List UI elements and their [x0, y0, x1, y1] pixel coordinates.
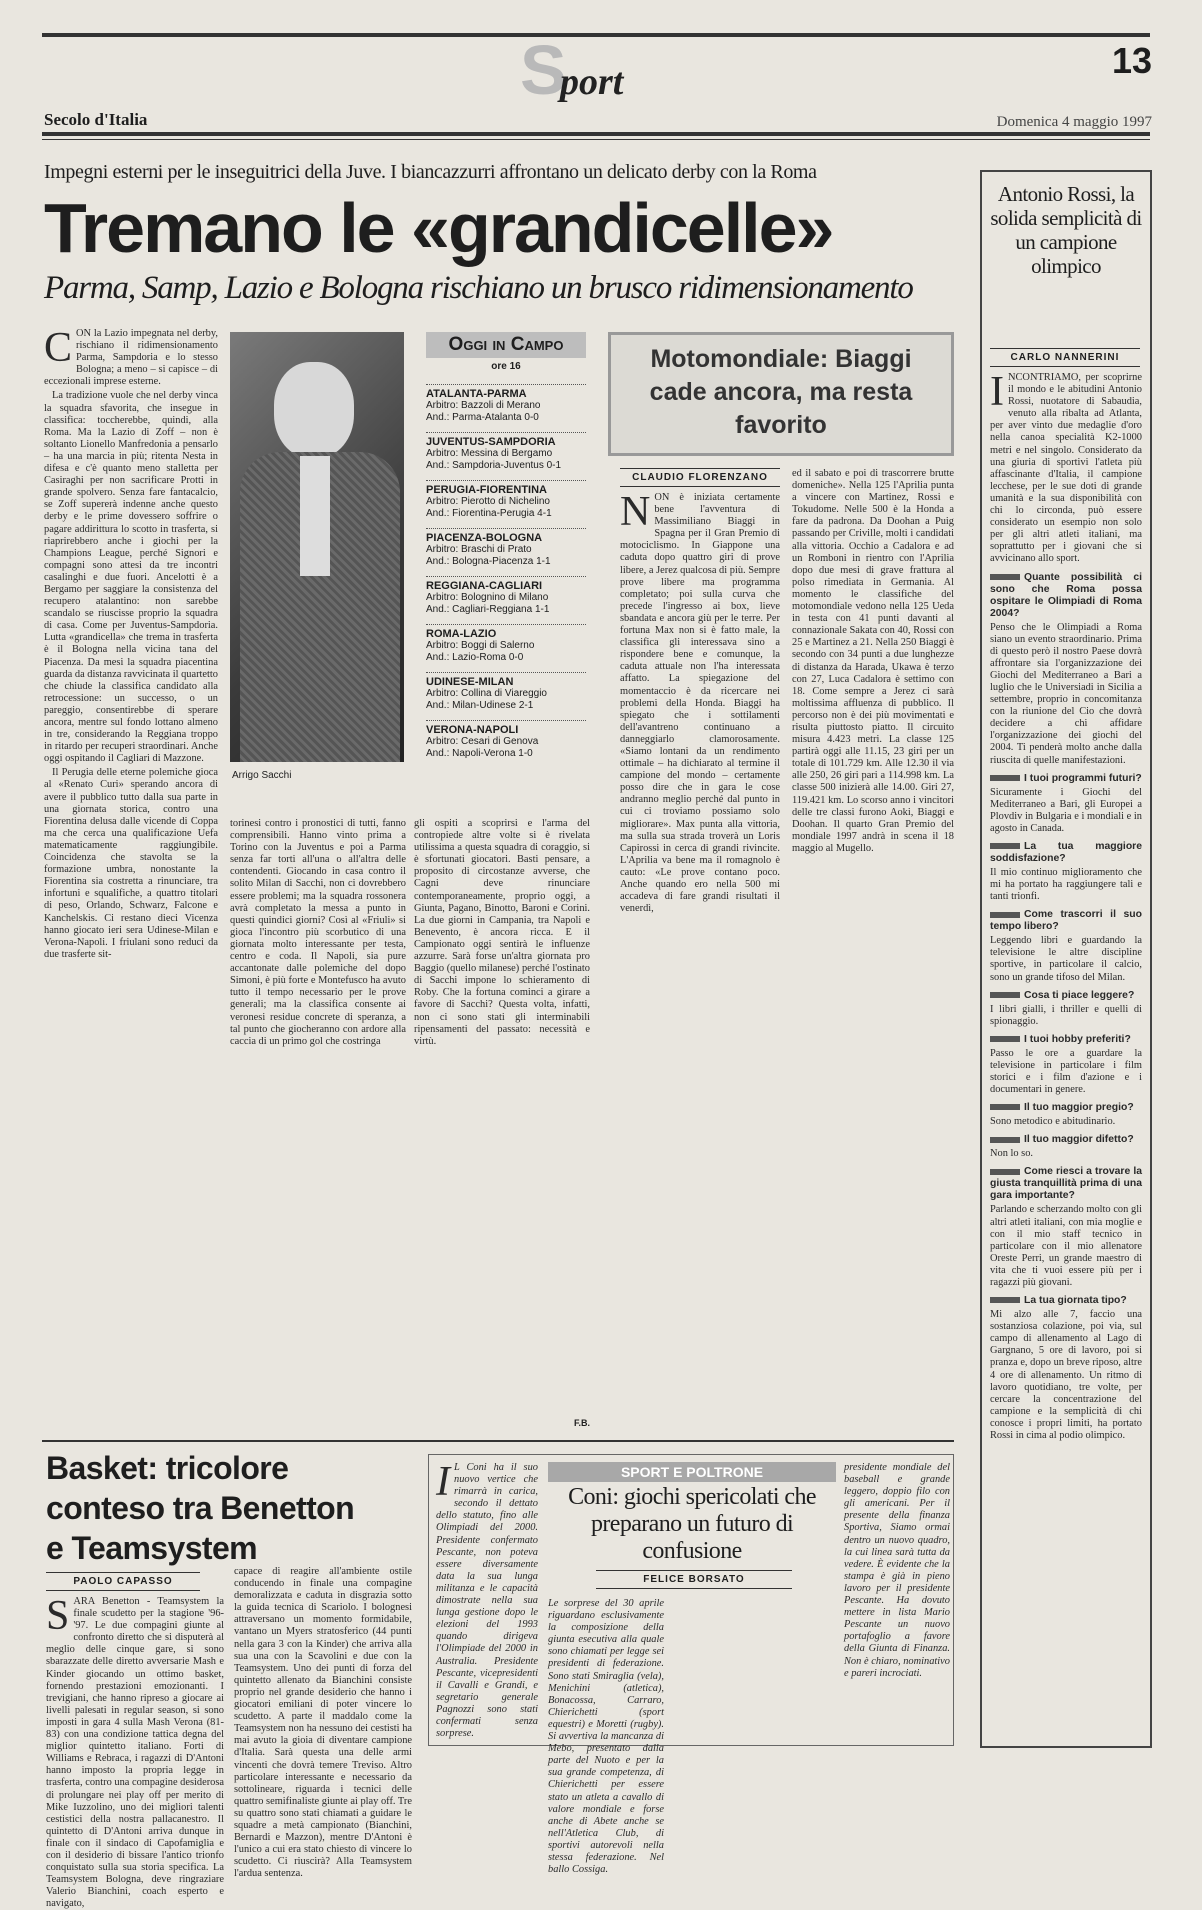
- fixture-item: [426, 528, 586, 568]
- question-text: Cosa ti piace leggere?: [1024, 989, 1135, 1001]
- interview-question: [990, 1166, 1142, 1202]
- main-column-2: [230, 818, 406, 1428]
- mid-rule: [42, 1440, 954, 1442]
- rossi-dropcap: I: [990, 369, 1004, 415]
- fixture-referee: Arbitro: Collina di Viareggio: [426, 688, 547, 699]
- question-marker-icon: [990, 1104, 1020, 1110]
- basket-column-2: [234, 1566, 412, 1880]
- moto-headline: Motomondiale: Biaggi cade ancora, ma resta favorito: [649, 345, 913, 439]
- question-text: I tuoi hobby preferiti?: [1024, 1033, 1131, 1045]
- moto-column-2: [792, 468, 954, 1418]
- question-text: I tuoi programmi futuri?: [1024, 772, 1142, 784]
- main-paragraph: La tradizione vuole che nel derby vinca la squadra sfavorita, che insegue in classifica: toccherebbe, quindi, alla Roma. Ma la Lazio di Zoff – non è soltanto Lionello Manfredonia a pensarlo – ha una marcia in più; ritenta Nesta in difesa e c'è quanto meno stalletta per Casiraghi per non sacrificare Protti in grande spolvero. Senza fare fantacalcio, se Zoff supererà indenne anche questo derby e le prime dovessero soffrire o pagare addirittura lo scotto in trasferta, si riaprirebbero anche i giochi per la Champions League, perché Signori e compagni sono attesi da tre incontri casalinghi e due fuori. Ancelotti è a Bergamo per saggiare la consistenza del recupero atalantino: non sarebbe scandalo se riuscisse proprio la squadra di casa. Come per Juventus-Sampdoria. Lutta «grandicella» che trema in trasferta è il Bologna nella vicina tana del Piacenza. Da mesi la squadra piacentina guarda da distanza ravvicinata il quartetto che chiude la classifica candidato alla retrocessione: un successo, o un pareggio, consentirebbe di sperare ancora, mentre sul fondo lottano almeno in tre, considerando la Reggiana troppo in ritardo per recuperi straordinari. Anche oggi ospitando il Cagliari di Mazzone.: [44, 390, 218, 765]
- fixture-teams: REGGIANA-CAGLIARI: [426, 576, 586, 592]
- fixture-referee: Arbitro: Cesari di Genova: [426, 736, 539, 747]
- question-marker-icon: [990, 1137, 1020, 1143]
- moto-paragraph: ON è iniziata certamente bene l'avventura di Massimiliano Biaggi in Spagna per il Gran Premio di motociclismo. In Giappone una caduta dopo quattro giri di prove libere, a Jerez qualcosa di più. Sempre prove libere ma programma completato; poi sulla curva che precede l'ingresso ai box, lieve sbandata e ancora giù per le terre. Per fortuna Max non si è fatto male, la classifica gli interessava sino a rispondere bene e comunque, la caduta attuale non l'ha interessata affatto. La spiegazione del momentaccio è da ricercare nei problemi della Honda. Biaggi ha spiegato che i sottilamenti dell'avantreno continuano a danneggiarlo clamorosamente. «Siamo lontani da un rendimento ottimale – ha dichiarato al termine il campione del mondo – certamente posso dire che in gara le cose andranno meglio perché dal punto in cui ci troviamo possiamo solo migliorare». Max punta alla vittoria, ma sulla sua strada troverà un Loris Capirossi in cerca di grandi rivincite. L'Aprilia va bene ma il romagnolo è cauto: «Le prove contano poco. Anche quando ero nella 500 mi accadeva di fare grandi risultati il venerdì,: [620, 492, 780, 915]
- interview-answer: Mi alzo alle 7, faccio una sostanziosa colazione, poi via, sul campo di allenamento al Lago di Gargnano, 5 ore di lavoro, poi si pranza e, dopo un breve riposo, altre 4 ore di allenamento. Un ritmo di lavoro quotidiano, tre volte, per cercare la concentrazione del campione e la semplicità di chi conosce i propri limiti, ha portato Rossi in cima al podio olimpico.: [990, 1309, 1142, 1441]
- coni-paragraph: L Coni ha il suo nuovo vertice che rimarrà in carica, secondo il dettato dello statuto, fino alle Olimpiadi del 2000. Presidente confermato Pescante, non poteva essere diversamente data la sua lunga militanza e le capacità dimostrate nella sua lunga gestione dopo le elezioni del 1993 quando dirigeva l'Olimpiade del 2000 in Australia. Presidente Pescante, vicepresidenti il Cavalli e Grandi, e segretario generale Pagnozzi sono stati confermati senza sorprese.: [436, 1462, 538, 1740]
- main-kicker: Impegni esterni per le inseguitrici della Juve. I biancazzurri affrontano un delicato derby con la Roma: [44, 161, 817, 183]
- coni-paragraph: presidente mondiale del baseball e grande leggero, doppio filo con gli americani. Per il presente della finanza Sportiva, Siamo ormai dentro un nuovo quadro, la cui linea sarà tutta da vedere. È evidente che la stampa è già in pieno lavoro per il presidente Pescante. Ha dovuto mettere in lista Mario Pescante un nuovo portafoglio a favore della Giunta di Finanza. Non è chiaro, nominativo e pareri incrociati.: [844, 1462, 950, 1679]
- coni-headline: Coni: giochi spericolati che preparano un futuro di confusione: [568, 1484, 816, 1564]
- coni-dropcap: I: [436, 1459, 450, 1505]
- main-paragraph: ON la Lazio impegnata nel derby, rischiano il ridimensionamento Parma, Sampdoria e lo stesso Bologna; a meno – si capisce – di eccezionali imprese esterne.: [44, 328, 218, 388]
- coni-column-3: [844, 1462, 950, 1742]
- rossi-byline: CARLO NANNERINI: [990, 348, 1140, 367]
- basket-headline: Basket: tricolore conteso tra Benetton e Teamsystem: [46, 1450, 355, 1566]
- interview-question: [990, 909, 1142, 933]
- main-headline: Tremano le «grandicelle»: [44, 189, 833, 267]
- fixture-referee: Arbitro: Boggi di Salerno: [426, 640, 535, 651]
- moto-byline: CLAUDIO FLORENZANO: [620, 468, 780, 487]
- coni-column-1: [436, 1459, 538, 1742]
- fixture-previous-result: And.: Napoli-Verona 1-0: [426, 748, 533, 759]
- question-marker-icon: [990, 912, 1020, 918]
- main-paragraph: gli ospiti a scoprirsi e l'arma del contropiede altre volte si è rivelata utilissima a questa squadra di coraggio, si è sfortunati giocatori. Basti pensare, a proposito di circostanze avverse, che Cagni deve rinunciare contemporaneamente, proprio oggi, a Giunta, Pagano, Binotto, Baroni e Corini. La due giorni in Campania, tra Napoli e Benevento, è ancora ricca. E il Campionato oggi sentirà le influenze azzurre. Sarà forse un'altra giornata pro Baggio (quello milanese) perché l'ostinato di Sacchi impone lo schieramento di Roby. Che la fortuna cominci a girare a favore di Sacchi? Questa volta, infatti, non ci sono stati gli interminabili ripensamenti del passato: necessità e virtù.: [414, 818, 590, 1047]
- moto-column-1: [620, 489, 780, 1418]
- article-signature: F.B.: [573, 1418, 590, 1428]
- basket-paragraph: ARA Benetton - Teamsystem la finale scudetto per la stagione '96-'97. Le due compagini giunte al confronto diretto che si disputerà al meglio delle cinque gare, si sono sbarazzate delle diretto avversarie Mash e Kinder giocando un ottimo basket, fornendo prestazioni emozionanti. I trevigiani, che hanno ripreso a giocare ai livelli palesati in regular season, si sono imposti in gara 4 sulla Mash Verona (81-83) con una condizione tattica degna del miglior quintetto italiano. Forti di Williams e Rebraca, i ragazzi di D'Antoni hanno imposto la propria legge in trasferta, contro una compagine desiderosa di prolungare nei play off per merito di Mike Iuzzolino, uno dei migliori talenti cestistici della nostra pallacanestro. Il quintetto di D'Antoni arriva dunque in finale con il sindaco di Capofamiglia e con il desiderio di bissare l'antico trionfo conquistato sulla sua storia specifica. La Teamsystem Bologna, deve ringraziare Valerio Bianchini, coach esperto e navigato,: [46, 1596, 225, 1910]
- fixtures-box: [426, 332, 586, 808]
- question-marker-icon: [990, 843, 1020, 849]
- arrigo-sacchi-photo: [230, 332, 404, 762]
- coni-paragraph: Le sorprese del 30 aprile riguardano esclusivamente la composizione della giunta esecutiva alla quale sono chiamati per legge sei presidenti di federazione. Sono stati Smiraglia (vela), Menichini (atletica), Bonacossa, Carraro, Chierichetti (sport equestri) e Moretti (rugby). Si avvertiva la mancanza di Mebo, presentato dalla parte del Nuoto e per la sua grande competenza, di Chierichetti per essere stato un atleta a cavallo di valore mondiale e forse anche di Abete anche se nell'Atletica Club, di sportivi autorevoli nella stessa federazione. Nel ballo Cossiga.: [548, 1598, 664, 1876]
- interview-answer: Il mio continuo miglioramento che mi ha portato ha raggiungere tali e tanti trionfi.: [990, 867, 1142, 903]
- fixture-referee: Arbitro: Bazzoli di Merano: [426, 400, 541, 411]
- interview-question: [990, 1134, 1142, 1146]
- coni-column-2: [548, 1598, 664, 1876]
- question-marker-icon: [990, 1297, 1020, 1303]
- coni-byline: FELICE BORSATO: [596, 1570, 792, 1589]
- moto-dropcap: N: [620, 489, 651, 535]
- interview-question: [990, 1295, 1142, 1307]
- interview-question: [990, 1034, 1142, 1046]
- main-dropcap: C: [44, 325, 73, 371]
- question-text: Come trascorri il suo tempo libero?: [990, 909, 1142, 933]
- moto-paragraph: ed il sabato e poi di trascorrere brutte domeniche». Nella 125 l'Aprilia punta a vincere con Martinez, Rossi e Tokudome. Nelle 500 è la Honda a fare da padrona. Da Doohan a Puig passando per Criville, molti i candidati alla vittoria. Occhio a Cadalora e ad un Romboni in rientro con l'Aprilia dopo due mesi di grave frattura al polso rimediata in Germania. Al momento le classifiche del motomondiale vedono nella 125 Ueda in testa con 41 punti davanti al connazionale Sakata con 40, Rossi con 25 e Martinez a 21. Nella 250 Biaggi è secondo con 34 punti a due lunghezze di distanza da Harada, Ukawa è terzo con 27, Luca Cadalora è settimo con 18. Come sempre a Jerez ci sarà moltissima affluenza di pubblico. Il percorso non è dei più movimentati e risulta piuttosto piatto. Il circuito misura 4.423 metri. La classe 125 partirà oggi alle 11.15, 23 giri per un totale di 101.729 km. Alle 12.30 il via alle 250, 26 giri pari a 114.998 km. La classe 500 inizierà alle 14.00. Giri 27, 119.421 km. Lo scorso anno i vincitori delle tre classi furono Aoki, Biaggi e Doohan. Il quarto Gran Premio del mondiale 1997 andrà in scena il 18 maggio al Mugello.: [792, 468, 954, 854]
- page-number: 13: [1111, 40, 1152, 81]
- fixture-item: [426, 624, 586, 664]
- fixture-previous-result: And.: Milan-Udinese 2-1: [426, 700, 534, 711]
- fixtures-time: ore 16: [491, 361, 521, 372]
- fixture-item: [426, 480, 586, 520]
- rossi-intro: NCONTRIAMO, per scoprirne il mondo e le abitudini Antonio Rossi, nuotatore di Sabaudia, venuto alla ribalta ad Atlanta, per aver vinto due medaglie d'oro nella canoa specialità K2-1000 metri e nel singolo. Considerato da una giuria di sportivi l'atleta più affascinante d'Italia, il campione lecchese, per le sue doti di grande umanità e la sua disponibilità con chi lo circonda, può essere considerato un esempio non solo per gli altri atleti italiani, ma soprattutto per i giovani che si avvicinano allo sport.: [990, 372, 1142, 565]
- newspaper-name: Secolo d'Italia: [44, 110, 148, 129]
- interview-answer: Penso che le Olimpiadi a Roma siano un evento straordinario. Prima di questo però il nostro Paese dovrà affrontare sia l'organizzazione dei Giochi del Mediterraneo a Bari a luglio che le Universiadi in Sicilia a settembre, proprio in concomitanza con la riunione del Cio che dovrà decidere a chi affidare l'organizzazione dei giochi del 2004. Ti penderà molto anche dalla riuscita di quelle manifestazioni.: [990, 621, 1142, 766]
- interview-answer: Leggendo libri e guardando la televisione le altre discipline sportive, in particolare il calcio, sono un grande tifoso del Milan.: [990, 935, 1142, 983]
- issue-date: Domenica 4 maggio 1997: [996, 114, 1152, 130]
- photo-caption: Arrigo Sacchi: [232, 770, 292, 781]
- question-text: Come riesci a trovare la giusta tranquillità prima di una gara importante?: [990, 1166, 1142, 1202]
- fixtures-list: [426, 384, 586, 760]
- interview-answer: Sicuramente i Giochi del Mediterraneo a Bari, gli Europei a Plovdiv in Bulgaria e i mondiali e in agosto in Canada.: [990, 786, 1142, 834]
- rossi-interview: [990, 572, 1142, 1443]
- fixture-item: [426, 384, 586, 424]
- fixture-teams: ATALANTA-PARMA: [426, 384, 586, 400]
- photo-head: [274, 362, 354, 458]
- fixtures-title: Oggi in Campo: [426, 332, 586, 358]
- interview-question: [990, 990, 1142, 1002]
- fixture-item: [426, 672, 586, 712]
- fixture-item: [426, 720, 586, 760]
- fixture-referee: Arbitro: Braschi di Prato: [426, 544, 532, 555]
- question-marker-icon: [990, 574, 1020, 580]
- fixture-teams: JUVENTUS-SAMPDORIA: [426, 432, 586, 448]
- section-title: port: [560, 61, 624, 103]
- interview-answer: Non lo so.: [990, 1148, 1034, 1160]
- question-text: Quante possibilità ci sono che Roma possa ospitare le Olimpiadi di Roma 2004?: [990, 571, 1142, 619]
- interview-answer: Parlando e scherzando molto con gli altri atleti italiani, con mia moglie e con il mio staff tecnico in particolare con il mio allenatore Oreste Perri, un grande maestro di vita che ti vuoi essere più per i ragazzi più giovani.: [990, 1204, 1142, 1288]
- section-initial: S: [520, 31, 567, 109]
- basket-dropcap: S: [46, 1593, 70, 1639]
- header-rule-thin: [42, 139, 1150, 140]
- question-marker-icon: [990, 775, 1020, 781]
- photo-shirt: [300, 456, 330, 576]
- question-marker-icon: [990, 992, 1020, 998]
- fixture-teams: PIACENZA-BOLOGNA: [426, 528, 586, 544]
- main-column-1: [44, 325, 218, 1428]
- fixture-item: [426, 432, 586, 472]
- question-text: Il tuo maggior difetto?: [1024, 1134, 1134, 1146]
- fixture-teams: UDINESE-MILAN: [426, 672, 586, 688]
- rossi-body: [990, 369, 1142, 1742]
- fixture-teams: VERONA-NAPOLI: [426, 720, 586, 736]
- main-column-3: [414, 818, 590, 1408]
- interview-answer: Sono metodico e abitudinario.: [990, 1116, 1116, 1128]
- main-subheadline: Parma, Samp, Lazio e Bologna rischiano un brusco ridimensionamento: [44, 270, 913, 306]
- fixture-previous-result: And.: Sampdoria-Juventus 0-1: [426, 460, 562, 471]
- interview-answer: I libri gialli, i thriller e quelli di spionaggio.: [990, 1003, 1142, 1027]
- basket-paragraph: capace di reagire all'ambiente ostile conducendo in finale una compagine demoralizzata e caduta in disgrazia sotto la guida tecnica di Scariolo. I bolognesi attraversano un momento formidabile, vantano un Myers stratosferico (44 punti nella gara 3 con la Kinder) che arriva alla sua una con la Scavolini e due con la Teamsystem. Uno dei punti di forza del quintetto allenato da Bianchini consiste proprio nel grande desiderio che hanno i giocatori emiliani di poter vincere lo scudetto. A parte il maddalo come la Teamsystem non ha nessuno dei cestisti ha mai avuto la gioia di diventare campione d'Italia. Sarà questa una delle armi vincenti che dovrà temere Treviso. Altro particolare interessante e necessario da sottolineare, riguarda i tecnici delle quattro semifinaliste giunte ai play off. Tre su quattro sono stati chiamati a guidare le squadre a metà campionato (Bianchini, Bernardi e Mazzon), mentre D'Antoni è l'unico a cui era stato chiesto di vincere lo scudetto. Ci riuscirà? Alla Teamsystem l'ardua sentenza.: [234, 1566, 412, 1880]
- basket-byline: PAOLO CAPASSO: [46, 1572, 200, 1591]
- fixture-referee: Arbitro: Bolognino di Milano: [426, 592, 549, 603]
- fixture-referee: Arbitro: Messina di Bergamo: [426, 448, 553, 459]
- interview-question: [990, 841, 1142, 865]
- moto-box: [608, 332, 954, 456]
- fixture-previous-result: And.: Fiorentina-Perugia 4-1: [426, 508, 552, 519]
- question-text: La tua maggiore soddisfazione?: [990, 841, 1142, 864]
- question-marker-icon: [990, 1036, 1020, 1042]
- fixture-previous-result: And.: Cagliari-Reggiana 1-1: [426, 604, 550, 615]
- interview-answer: Passo le ore a guardare la televisione in particolare i film storici e i film d'azione e i documentari in genere.: [990, 1047, 1142, 1096]
- fixture-teams: PERUGIA-FIORENTINA: [426, 480, 586, 496]
- coni-label: SPORT E POLTRONE: [548, 1462, 836, 1482]
- interview-question: [990, 1102, 1142, 1114]
- header-rule: [42, 132, 1150, 136]
- question-marker-icon: [990, 1169, 1020, 1175]
- fixture-previous-result: And.: Bologna-Piacenza 1-1: [426, 556, 551, 567]
- fixture-item: [426, 576, 586, 616]
- fixture-previous-result: And.: Parma-Atalanta 0-0: [426, 412, 539, 423]
- fixture-previous-result: And.: Lazio-Roma 0-0: [426, 652, 524, 663]
- main-paragraph: Il Perugia delle eterne polemiche gioca al «Renato Curi» sperando ancora di avere il pubblico tutto dalla sua parte in una giornata storica, contro una Fiorentina delusa dalle vicende di Coppa ma che cerca una qualificazione Uefa matematicamente raggiungibile. Coincidenza che stavolta se la formazione umbra, nonostante la Fiorentina sia costretta a rinunciare, tra infortuni e squalifiche, a quattro titolari di peso, Orlando, Schwarz, Falcone e Kanchelskis. Ci restano dieci Vicenza hanno giocato ieri sera Udinese-Milan e Verona-Napoli. I friulani sono reduci da due trasferte sit-: [44, 767, 218, 960]
- fixture-referee: Arbitro: Pierotto di Nichelino: [426, 496, 550, 507]
- interview-question: [990, 572, 1142, 620]
- rossi-headline: Antonio Rossi, la solida semplicità di un campione olimpico: [990, 182, 1142, 278]
- question-text: Il tuo maggior pregio?: [1024, 1102, 1134, 1114]
- main-paragraph: torinesi contro i pronostici di tutti, fanno comprensibili. Hanno vinto prima a Torino con la Juventus e poi a Parma senza far torti all'una o all'altra delle contendenti. Giocando in casa contro il solito Milan di Sacchi, non ci dovrebbero essere problemi; ma la squadra rossonera avrà completato la messa a punto in questi quindici giorni? Così al «Friuli» si gioca l'incontro più scorbutico di una giornata molto interessante per testa, centro e coda. Il Napoli, sia pure accantonate dalle polemiche del dopo Simoni, è più forte e Montefusco ha avuto tutto il tempo necessario per le prove generali; ma la classifica consente ai veronesi residue concrete di speranza, a tal punto che giocheranno con ardore alla caccia di un primo gol che costringa: [230, 818, 406, 1047]
- section-masthead: [520, 31, 680, 109]
- basket-column-1: [46, 1593, 225, 1910]
- question-text: La tua giornata tipo?: [1024, 1295, 1127, 1307]
- interview-question: [990, 773, 1142, 785]
- fixture-teams: ROMA-LAZIO: [426, 624, 586, 640]
